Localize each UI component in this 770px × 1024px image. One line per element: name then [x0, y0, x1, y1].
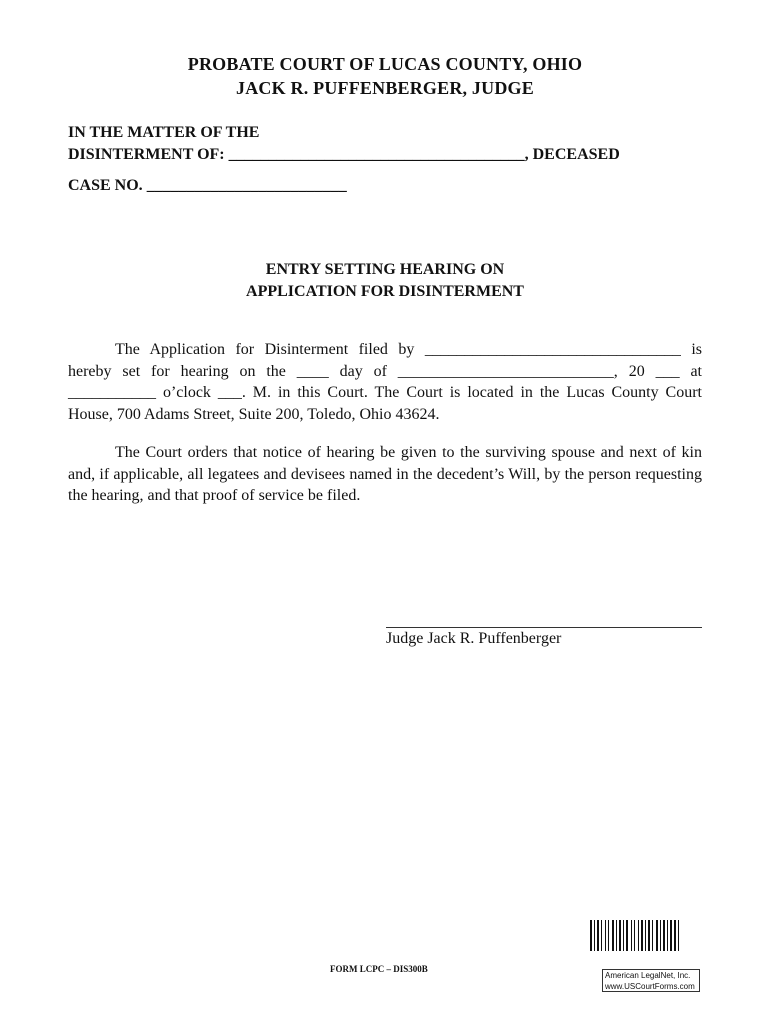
- entry-title-line-2: APPLICATION FOR DISINTERMENT: [246, 283, 524, 300]
- case-number-blank[interactable]: _________________________: [146, 177, 347, 194]
- vendor-name: American LegalNet, Inc.: [605, 971, 691, 980]
- hearing-paragraph: The Application for Disinterment filed by ________________________________ is hereby set for hearing on the ____ day of ___________________________, 20 ___ at ___________ o’clock ___. M. in this Court. The Court is located in the Lucas County Court House, 700 Adams Street, Suite 200, Toledo, Ohio 43624.: [68, 341, 702, 423]
- disinterment-label: DISINTERMENT OF:: [68, 146, 225, 163]
- court-name-heading: PROBATE COURT OF LUCAS COUNTY, OHIO: [187, 54, 583, 74]
- vendor-box: [602, 969, 700, 992]
- case-number-label: CASE NO.: [68, 177, 143, 194]
- signature-line[interactable]: [386, 627, 702, 628]
- deceased-suffix: , DECEASED: [524, 146, 620, 163]
- matter-line-2: [68, 146, 620, 164]
- matter-line-1: IN THE MATTER OF THE: [68, 124, 260, 141]
- entry-title-line-1: ENTRY SETTING HEARING ON: [265, 261, 505, 278]
- barcode-icon: [590, 920, 702, 951]
- deceased-name-blank[interactable]: _____________________________________: [228, 146, 525, 163]
- notice-paragraph: The Court orders that notice of hearing be given to the surviving spouse and next of kin and, if applicable, all legatees and devisees named in the decedent’s Will, by the person requesting the hearing, and that proof of service be filed.: [68, 444, 702, 504]
- judge-signature-name: Judge Jack R. Puffenberger: [386, 630, 562, 647]
- vendor-url: www.USCourtForms.com: [605, 982, 695, 991]
- form-code: FORM LCPC – DIS300B: [330, 964, 428, 974]
- judge-name-heading: JACK R. PUFFENBERGER, JUDGE: [236, 78, 534, 98]
- case-number-line: [68, 177, 347, 195]
